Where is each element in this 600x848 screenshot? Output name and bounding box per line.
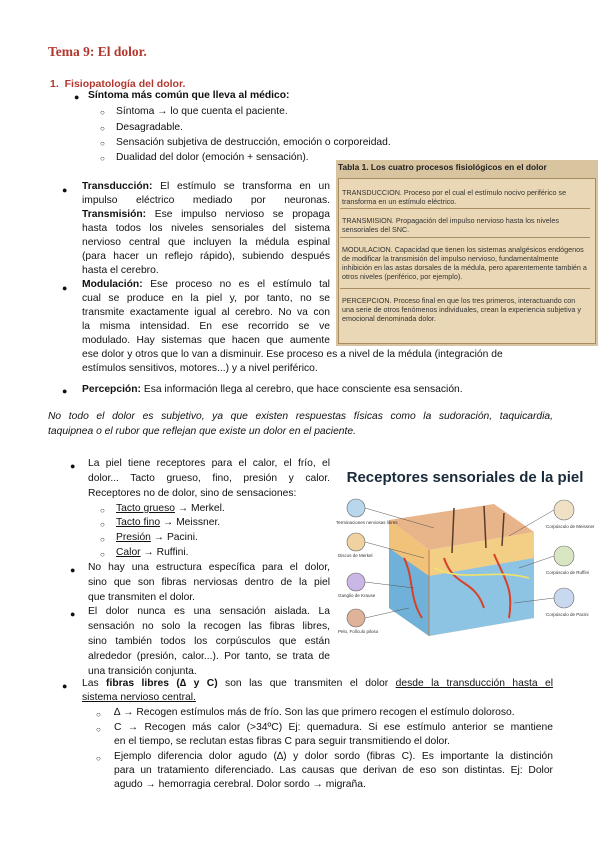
receptor-item: Tacto grueso → Merkel. — [116, 503, 225, 514]
bullet-dot: ● — [62, 386, 68, 396]
sub-bullet: ○ — [96, 754, 101, 763]
receptor-item: Presión → Pacini. — [116, 532, 198, 543]
piel-line: La piel tiene receptores para el calor, el frío, el — [88, 458, 330, 469]
note-line: taquipnea o el rubor que reflejan que existe un dolor en el paciente. — [48, 426, 356, 437]
fibras-item: ∆ → Recogen estímulos más de frío. Son las que primero recogen el estímulo doloroso. — [114, 707, 515, 718]
label-hair: Pelo, Folículo piloso — [338, 629, 379, 634]
hair-follicle-icon — [347, 609, 365, 627]
aislada-line: sensación no solo la recogen las fibras libres, — [88, 621, 330, 632]
table-separator — [340, 208, 590, 209]
fibras-item: en el tiempo, se reclutan estas fibras C para seguir transmitiendo el dolor. — [114, 736, 450, 747]
transduccion-line: impulso eléctrico mediado por neuronas. — [82, 195, 330, 206]
sub-bullet: ○ — [100, 550, 105, 559]
table-row-modulacion: MODULACION. Capacidad que tienen los sistemas analgésicos endógenos de modificar la transmisión del impulso nervioso, fundamentalmente inhibición en las astas dorsales de la médula, pero aparentemente también a otros niveles (periférico, por ejemplo). — [342, 245, 587, 281]
sub-bullet: ○ — [100, 520, 105, 529]
bullet-dot: ● — [70, 565, 76, 575]
modulacion-line: cual se produce en la piel y, por tanto, no se — [82, 293, 330, 304]
table-figure — [336, 160, 598, 346]
aislada-line: El dolor nunca es una sensación aislada. La — [88, 606, 330, 617]
fibras-line: sistema nervioso central. — [82, 692, 196, 703]
aislada-line: alrededor (presión, calor...). Por tanto, se trata de — [88, 651, 330, 662]
fibras-item: agudo → hemorragia cerebral. Dolor sordo → migraña. — [114, 779, 366, 790]
label-merkel: Discos de Merkel — [338, 553, 373, 558]
modulacion-line: Modulación: Ese proceso no es el estímulo tal — [82, 279, 330, 290]
piel-line: dolor... Tacto grueso, fino, presión y calor. — [88, 473, 330, 484]
estructura-line: No hay una estructura específica para el dolor, — [88, 562, 330, 573]
piel-line: Receptores no de dolor, sino de sensaciones: — [88, 488, 297, 499]
sintoma-label: Síntoma más común que lleva al médico: — [88, 90, 290, 101]
table-caption: Tabla 1. Los cuatro procesos fisiológicos en el dolor — [338, 162, 547, 172]
label-free-endings: Terminaciones nerviosas libres — [336, 520, 398, 525]
fibras-item: para un tratamiento diferenciado. Las causas que derivan de eso son distintas. Ej: Dolor — [114, 765, 553, 776]
note-line: No todo el dolor es subjetivo, ya que existen respuestas físicas como la sudoración, taquicardia, — [48, 411, 553, 422]
label-krause: Ganglio de Krause — [338, 593, 376, 598]
ruffini-icon — [554, 546, 574, 566]
transmision-line: Transmisión: Ese impulso nervioso se propaga — [82, 209, 330, 220]
estructura-line: que transmiten el dolor. — [88, 592, 196, 603]
sintoma-item: Dualidad del dolor (emoción + sensación). — [116, 152, 309, 163]
aislada-line: sino también todos los corpúsculos que están — [88, 636, 330, 647]
bullet-dot: ● — [74, 92, 80, 102]
modulacion-line: modulado. Hay sistemas que hacen que aumente — [82, 335, 330, 346]
transmision-label: Transmisión: — [82, 209, 147, 220]
sub-bullet: ○ — [96, 725, 101, 734]
sub-bullet: ○ — [96, 710, 101, 719]
bullet-dot: ● — [70, 461, 76, 471]
percepcion-label: Percepción: — [82, 384, 141, 395]
fibras-label: fibras libres (∆ y C) — [106, 678, 218, 689]
table-row-transduccion: TRANSDUCCION. Proceso por el cual el estímulo nocivo periférico se transforma en un estímulo eléctrico. — [342, 188, 567, 206]
percepcion-line: Percepción: Esa información llega al cerebro, que hace consciente esa sensación. — [82, 384, 463, 395]
page-title: Tema 9: El dolor. — [48, 44, 147, 59]
bullet-dot: ● — [70, 609, 76, 619]
pacini-icon — [554, 588, 574, 608]
fibras-item: C → Recogen más calor (>34ºC) Ej: quemadura. Si ese estímulo anterior se mantiene — [114, 722, 553, 733]
transduccion-label: Transducción: — [82, 181, 153, 192]
krause-bulb-icon — [347, 573, 365, 591]
bullet-dot: ● — [62, 681, 68, 691]
fibras-line: Las fibras libres (∆ y C) son las que transmiten el dolor desde la transducción hasta el — [82, 678, 554, 689]
sub-bullet: ○ — [100, 154, 105, 163]
modulacion-line: estímulos sensitivos, motores...) y a nivel periférico. — [82, 363, 318, 374]
modulacion-line: ese dolor y otros que lo van a disminuir. Ese proceso es a nivel de la médula (integración de — [82, 349, 503, 360]
sub-bullet: ○ — [100, 506, 105, 515]
skin-diagram — [334, 458, 596, 644]
transduccion-line: hasta el cerebro. — [82, 265, 159, 276]
receptor-item: Calor → Ruffini. — [116, 547, 189, 558]
transduccion-line: nervioso central que incluyen la médula espinal — [82, 237, 330, 248]
transduccion-line: hasta todos los niveles sensoriales del sistema — [82, 223, 330, 234]
sub-bullet: ○ — [100, 139, 105, 148]
sub-bullet: ○ — [100, 535, 105, 544]
table-separator — [340, 288, 590, 289]
sintoma-item: Desagradable. — [116, 122, 183, 133]
sub-bullet: ○ — [100, 108, 105, 117]
label-meissner: Corpúsculo de Meissner — [546, 524, 595, 529]
sintoma-item: Sensación subjetiva de destrucción, emoción o corporeidad. — [116, 137, 391, 148]
table-row-percepcion: PERCEPCION. Proceso final en que los tres primeros, interactuando con una serie de otros fenómenos individuales, crean la experiencia subjetiva y emocional denominada dolor. — [342, 296, 581, 323]
figure-title: Receptores sensoriales de la piel — [346, 469, 584, 486]
estructura-line: sino que son fibras nerviosas dentro de la piel — [88, 577, 330, 588]
fibras-item: Ejemplo diferencia dolor agudo (∆) y dolor sordo (fibras C). Es importante la distinción — [114, 751, 553, 762]
section-title: Fisiopatología del dolor. — [64, 78, 186, 90]
transduccion-line: Transducción: El estímulo se transforma en un — [82, 181, 330, 192]
aislada-line: una transición conjunta. — [88, 666, 197, 677]
table-row-transmision: TRANSMISION. Propagación del impulso nervioso hasta los niveles sensoriales del SNC. — [342, 216, 559, 234]
label-pacini: Corpúsculo de Pacini — [546, 612, 589, 617]
skin-receptors-figure — [334, 458, 596, 644]
modulacion-label: Modulación: — [82, 279, 143, 290]
bullet-dot: ● — [62, 283, 68, 293]
merkel-disc-icon — [347, 533, 365, 551]
free-nerve-endings-icon — [347, 499, 365, 517]
label-ruffini: Corpúsculo de Ruffini — [546, 570, 589, 575]
modulacion-line: transmite exactamente igual al cerebro. No va con — [82, 307, 330, 318]
meissner-icon — [554, 500, 574, 520]
sintoma-item: Síntoma → lo que cuenta el paciente. — [116, 106, 288, 117]
bullet-dot: ● — [62, 185, 68, 195]
table-separator — [340, 237, 590, 238]
modulacion-line: la misma intensidad. En ese recorrido se ve — [82, 321, 330, 332]
transduccion-line: (para hacer un reflejo rápido), subiendo después — [82, 251, 330, 262]
section-number: 1. — [50, 78, 59, 90]
sub-bullet: ○ — [100, 124, 105, 133]
receptor-item: Tacto fino → Meissner. — [116, 517, 221, 528]
